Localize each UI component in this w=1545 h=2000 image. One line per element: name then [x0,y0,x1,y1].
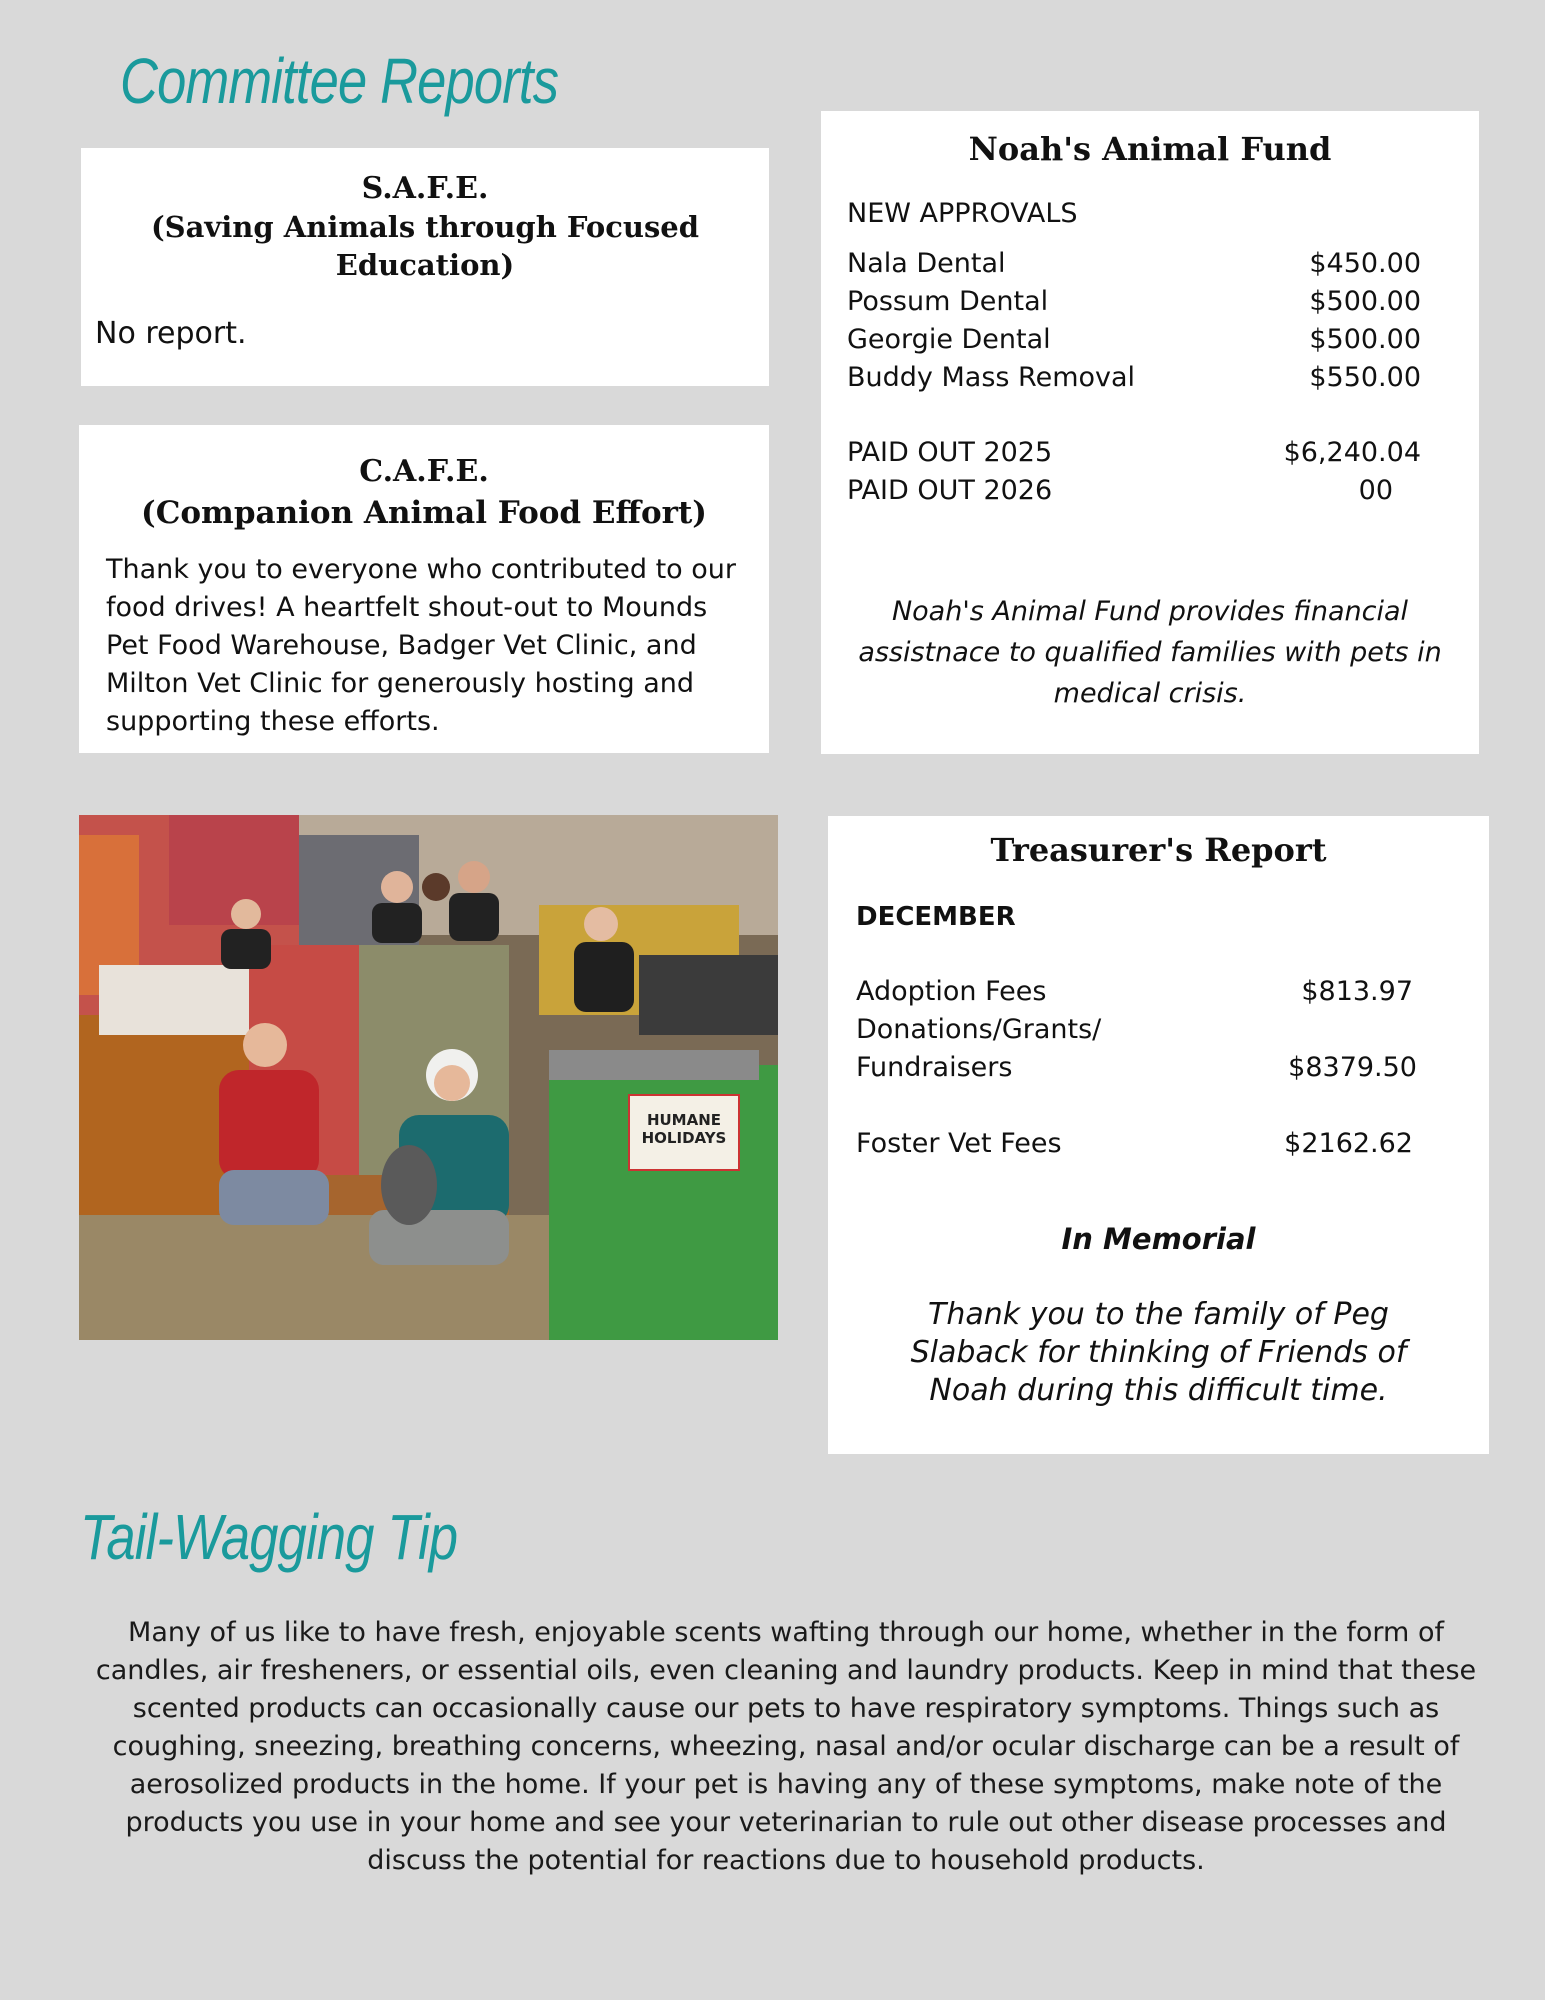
ledger-row [856,1125,1413,1163]
approval-row [847,283,1421,321]
tail-wagging-tip-title: Tail-Wagging Tip [80,1501,458,1573]
new-approvals-label [847,195,1421,233]
memorial-heading: In Memorial [1061,1222,1256,1256]
safe-subheading: (Saving Animals through Focused Education) [150,210,700,282]
report-month: DECEMBER [856,902,1016,932]
safe-heading: S.A.F.E. [361,171,489,206]
paid-out-amount: 00 [1358,475,1393,506]
memorial-body: Thank you to the family of Peg Slaback for thinking of Friends of Noah during this difficult time. [910,1297,1407,1408]
ledger-row [856,1011,1413,1049]
ledger-amount: $813.97 [1301,976,1413,1007]
safe-card [81,148,769,386]
cafe-card [79,425,769,753]
sign-line-2: HOLIDAYS [641,1129,727,1147]
approval-label: Buddy Mass Removal [847,362,1136,393]
paid-out-label: PAID OUT 2026 [847,475,1053,506]
section-label: NEW APPROVALS [847,198,1078,229]
approvals-list [847,245,1421,397]
treasurer-ledger [856,973,1417,1163]
ledger-amount: $2162.62 [1284,1128,1413,1159]
sign-line-1: HUMANE [646,1111,722,1129]
ledger-amount: $8379.50 [1288,1052,1417,1083]
food-drive-photo-illustration [79,815,778,1340]
ledger-label: Fundraisers [856,1052,1013,1083]
paid-out-amount: $6,240.04 [1283,437,1421,468]
approval-row [847,245,1421,283]
ledger-label: Foster Vet Fees [856,1128,1062,1159]
approval-row [847,321,1421,359]
approval-row [847,359,1421,397]
approval-label: Georgie Dental [847,324,1051,355]
committee-reports-title: Committee Reports [120,45,559,117]
ledger-label: Adoption Fees [856,976,1047,1007]
noah-fund-description: Noah's Animal Fund provides financial assistnace to qualified families with pets in medical crisis. [858,596,1442,709]
safe-body: No report. [95,316,247,351]
paid-out-row [847,472,1421,510]
paid-out-label: PAID OUT 2025 [847,437,1053,468]
approval-label: Nala Dental [847,248,1006,279]
ledger-row [856,1049,1417,1087]
cafe-body: Thank you to everyone who contributed to our food drives! A heartfelt shout-out to Mounds Pet Food Warehouse, Badger Vet Clinic, and Milton Vet Clinic for generously hosting and supporting these efforts. [106,554,737,737]
food-drive-photo [79,815,778,1340]
paid-out-row [847,434,1421,472]
ledger-label: Donations/Grants/ [856,1014,1102,1045]
paid-out-list [847,434,1421,510]
approval-amount: $450.00 [1309,248,1421,279]
approval-amount: $500.00 [1309,286,1421,317]
approval-label: Possum Dental [847,286,1049,317]
ledger-row [856,973,1413,1011]
cafe-subheading: (Companion Animal Food Effort) [141,495,707,531]
treasurer-report-card [828,816,1489,1454]
approval-amount: $500.00 [1309,324,1421,355]
tip-body: Many of us like to have fresh, enjoyable scents wafting through our home, whether in the form of candles, air fresheners, or essential oils, even cleaning and laundry products. Keep in mind that these scented products can occasionally cause our pets to have respiratory symptoms. Things such as coughing, sneezing, breathing concerns, wheezing, nasal and/or ocular discharge can be a result of aerosolized products in the home. If your pet is having any of these symptoms, make note of the products you use in your home and see your veterinarian to rule out other disease processes and discuss the potential for reactions due to household products. [95,1617,1477,1876]
noah-fund-title: Noah's Animal Fund [968,130,1332,168]
noah-fund-card [821,111,1479,754]
cafe-heading: C.A.F.E. [359,454,489,489]
approval-amount: $550.00 [1309,362,1421,393]
treasurer-title: Treasurer's Report [990,831,1327,869]
